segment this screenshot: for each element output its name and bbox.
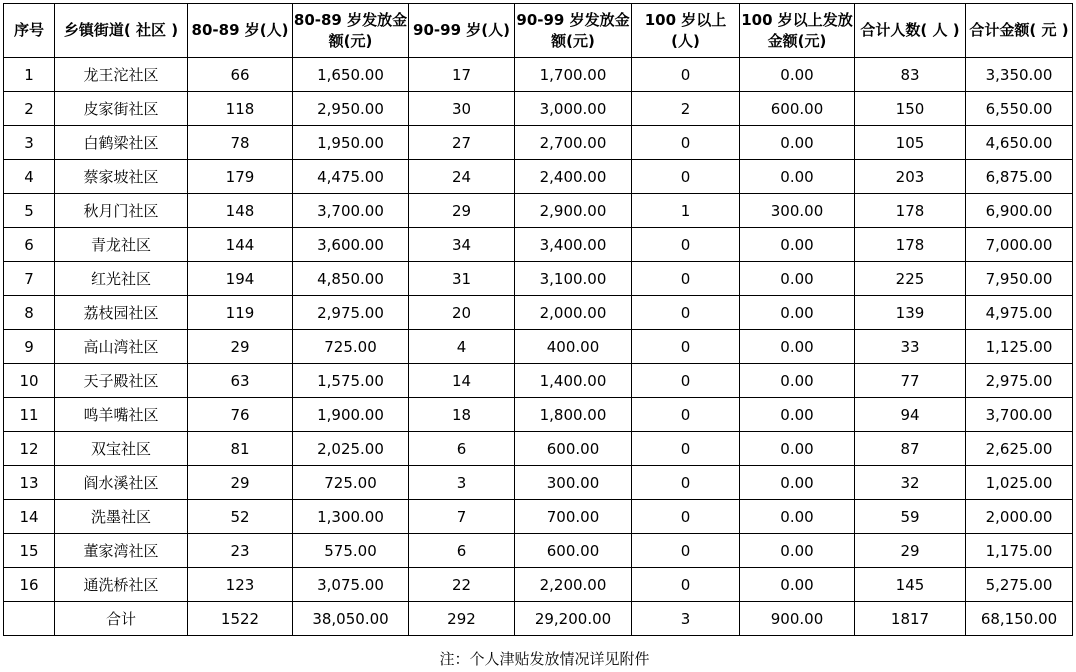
header-community: 乡镇街道( 社区 ): [55, 4, 188, 58]
subsidy-table: [3, 3, 1073, 636]
cell-age80-count: 52: [188, 500, 293, 534]
table-row: [4, 534, 1073, 568]
cell-total-amount: 1,175.00: [966, 534, 1073, 568]
cell-age80-amount: 1,575.00: [293, 364, 409, 398]
cell-age80-amount: 38,050.00: [293, 602, 409, 636]
cell-community: 董家湾社区: [55, 534, 188, 568]
cell-age90-amount: 700.00: [515, 500, 632, 534]
cell-age90-amount: 2,700.00: [515, 126, 632, 160]
cell-total-amount: 1,125.00: [966, 330, 1073, 364]
cell-age90-count: 4: [409, 330, 515, 364]
cell-age90-count: 27: [409, 126, 515, 160]
header-age90-count: 90-99 岁(人): [409, 4, 515, 58]
cell-age100-count: 0: [632, 398, 740, 432]
header-age90-amount: 90-99 岁发放金额(元): [515, 4, 632, 58]
cell-age90-count: 22: [409, 568, 515, 602]
cell-age90-count: 292: [409, 602, 515, 636]
cell-age100-count: 0: [632, 126, 740, 160]
cell-age80-count: 118: [188, 92, 293, 126]
table-row: [4, 58, 1073, 92]
cell-age100-amount: 0.00: [740, 58, 855, 92]
cell-total-amount: 1,025.00: [966, 466, 1073, 500]
table-row: [4, 194, 1073, 228]
table-row: [4, 398, 1073, 432]
cell-age100-count: 0: [632, 568, 740, 602]
cell-index: 13: [4, 466, 55, 500]
cell-index: 15: [4, 534, 55, 568]
cell-age80-count: 29: [188, 330, 293, 364]
cell-index: 10: [4, 364, 55, 398]
cell-community: 秋月门社区: [55, 194, 188, 228]
cell-total-count: 59: [855, 500, 966, 534]
cell-age90-amount: 2,200.00: [515, 568, 632, 602]
cell-age100-count: 0: [632, 466, 740, 500]
table-row: [4, 364, 1073, 398]
cell-age90-count: 24: [409, 160, 515, 194]
cell-age100-count: 3: [632, 602, 740, 636]
cell-index: 6: [4, 228, 55, 262]
cell-age80-amount: 2,975.00: [293, 296, 409, 330]
cell-total-count: 1817: [855, 602, 966, 636]
cell-age90-count: 18: [409, 398, 515, 432]
cell-age90-amount: 600.00: [515, 534, 632, 568]
cell-total-amount: 6,875.00: [966, 160, 1073, 194]
cell-total-count: 178: [855, 228, 966, 262]
cell-age90-amount: 600.00: [515, 432, 632, 466]
cell-age80-amount: 725.00: [293, 330, 409, 364]
cell-total-count: 77: [855, 364, 966, 398]
cell-total-count: 33: [855, 330, 966, 364]
cell-age90-count: 29: [409, 194, 515, 228]
cell-age80-count: 179: [188, 160, 293, 194]
cell-age90-amount: 3,400.00: [515, 228, 632, 262]
cell-index: 1: [4, 58, 55, 92]
cell-age100-amount: 0.00: [740, 364, 855, 398]
cell-total-count: 150: [855, 92, 966, 126]
table-row: [4, 568, 1073, 602]
cell-age100-amount: 0.00: [740, 330, 855, 364]
cell-age100-amount: 0.00: [740, 126, 855, 160]
cell-age80-count: 119: [188, 296, 293, 330]
header-total-count: 合计人数( 人 ): [855, 4, 966, 58]
cell-age80-count: 78: [188, 126, 293, 160]
cell-age100-amount: 900.00: [740, 602, 855, 636]
cell-total-count: 178: [855, 194, 966, 228]
cell-age90-amount: 3,100.00: [515, 262, 632, 296]
cell-community: 鸣羊嘴社区: [55, 398, 188, 432]
cell-age80-amount: 1,950.00: [293, 126, 409, 160]
cell-age90-amount: 2,900.00: [515, 194, 632, 228]
cell-age80-count: 194: [188, 262, 293, 296]
cell-age80-amount: 4,850.00: [293, 262, 409, 296]
cell-total-amount: 4,975.00: [966, 296, 1073, 330]
cell-total-amount: 7,950.00: [966, 262, 1073, 296]
cell-community: 荔枝园社区: [55, 296, 188, 330]
cell-age80-count: 23: [188, 534, 293, 568]
cell-total-count: 29: [855, 534, 966, 568]
cell-age100-amount: 0.00: [740, 466, 855, 500]
cell-index: [4, 602, 55, 636]
cell-age80-count: 144: [188, 228, 293, 262]
cell-age100-amount: 0.00: [740, 160, 855, 194]
cell-age100-amount: 0.00: [740, 432, 855, 466]
cell-age100-count: 0: [632, 296, 740, 330]
cell-age90-amount: 400.00: [515, 330, 632, 364]
cell-community: 合计: [55, 602, 188, 636]
cell-index: 9: [4, 330, 55, 364]
cell-age90-count: 3: [409, 466, 515, 500]
cell-age90-count: 14: [409, 364, 515, 398]
cell-total-amount: 6,900.00: [966, 194, 1073, 228]
cell-total-amount: 3,350.00: [966, 58, 1073, 92]
cell-age80-count: 66: [188, 58, 293, 92]
cell-age100-count: 0: [632, 58, 740, 92]
cell-age80-count: 1522: [188, 602, 293, 636]
cell-age80-amount: 3,075.00: [293, 568, 409, 602]
table-row: [4, 466, 1073, 500]
cell-community: 通洗桥社区: [55, 568, 188, 602]
cell-age90-count: 17: [409, 58, 515, 92]
cell-age90-count: 30: [409, 92, 515, 126]
cell-community: 龙王沱社区: [55, 58, 188, 92]
cell-age90-amount: 300.00: [515, 466, 632, 500]
cell-community: 白鹤梁社区: [55, 126, 188, 160]
cell-age100-count: 0: [632, 160, 740, 194]
cell-index: 14: [4, 500, 55, 534]
table-row: [4, 160, 1073, 194]
cell-age90-count: 6: [409, 432, 515, 466]
header-age80-amount: 80-89 岁发放金额(元): [293, 4, 409, 58]
cell-age100-amount: 600.00: [740, 92, 855, 126]
cell-age100-amount: 0.00: [740, 296, 855, 330]
cell-total-count: 83: [855, 58, 966, 92]
cell-age90-amount: 1,400.00: [515, 364, 632, 398]
cell-age80-count: 63: [188, 364, 293, 398]
cell-total-amount: 2,000.00: [966, 500, 1073, 534]
cell-total-count: 105: [855, 126, 966, 160]
cell-total-amount: 2,625.00: [966, 432, 1073, 466]
cell-total-amount: 68,150.00: [966, 602, 1073, 636]
cell-index: 5: [4, 194, 55, 228]
cell-index: 11: [4, 398, 55, 432]
cell-community: 高山湾社区: [55, 330, 188, 364]
cell-total-amount: 7,000.00: [966, 228, 1073, 262]
table-row: [4, 126, 1073, 160]
header-age100-amount: 100 岁以上发放金额(元): [740, 4, 855, 58]
cell-age100-amount: 0.00: [740, 262, 855, 296]
table-row: [4, 500, 1073, 534]
table-row: [4, 92, 1073, 126]
cell-age90-amount: 1,700.00: [515, 58, 632, 92]
cell-total-count: 145: [855, 568, 966, 602]
cell-community: 红光社区: [55, 262, 188, 296]
cell-age100-count: 0: [632, 262, 740, 296]
cell-community: 蔡家坡社区: [55, 160, 188, 194]
table-row: [4, 330, 1073, 364]
header-row: [4, 4, 1073, 58]
header-age80-count: 80-89 岁(人): [188, 4, 293, 58]
cell-age100-count: 0: [632, 228, 740, 262]
cell-total-count: 139: [855, 296, 966, 330]
cell-index: 16: [4, 568, 55, 602]
cell-age100-amount: 0.00: [740, 228, 855, 262]
cell-age90-count: 6: [409, 534, 515, 568]
cell-age90-count: 31: [409, 262, 515, 296]
footnote: 注：个人津贴发放情况详见附件: [439, 650, 650, 668]
cell-age80-amount: 1,300.00: [293, 500, 409, 534]
cell-age100-amount: 0.00: [740, 568, 855, 602]
cell-index: 12: [4, 432, 55, 466]
cell-age90-amount: 2,000.00: [515, 296, 632, 330]
cell-index: 8: [4, 296, 55, 330]
cell-age80-count: 76: [188, 398, 293, 432]
cell-total-amount: 4,650.00: [966, 126, 1073, 160]
cell-age90-amount: 29,200.00: [515, 602, 632, 636]
cell-total-count: 32: [855, 466, 966, 500]
cell-age90-count: 7: [409, 500, 515, 534]
header-total-amount: 合计金额( 元 ): [966, 4, 1073, 58]
cell-age100-count: 0: [632, 330, 740, 364]
cell-age80-amount: 3,700.00: [293, 194, 409, 228]
cell-age80-count: 123: [188, 568, 293, 602]
cell-index: 7: [4, 262, 55, 296]
cell-age100-amount: 0.00: [740, 398, 855, 432]
cell-age100-count: 2: [632, 92, 740, 126]
cell-age90-amount: 3,000.00: [515, 92, 632, 126]
cell-age100-amount: 0.00: [740, 534, 855, 568]
cell-community: 青龙社区: [55, 228, 188, 262]
cell-total-amount: 2,975.00: [966, 364, 1073, 398]
cell-community: 洗墨社区: [55, 500, 188, 534]
cell-total-count: 225: [855, 262, 966, 296]
header-age100-count: 100 岁以上 (人): [632, 4, 740, 58]
cell-age100-count: 0: [632, 534, 740, 568]
cell-age100-count: 0: [632, 364, 740, 398]
cell-age90-amount: 2,400.00: [515, 160, 632, 194]
table-row: [4, 228, 1073, 262]
cell-total-amount: 5,275.00: [966, 568, 1073, 602]
total-row: [4, 602, 1073, 636]
cell-total-amount: 6,550.00: [966, 92, 1073, 126]
cell-age80-count: 81: [188, 432, 293, 466]
cell-age100-count: 0: [632, 500, 740, 534]
cell-age100-amount: 0.00: [740, 500, 855, 534]
cell-community: 双宝社区: [55, 432, 188, 466]
cell-community: 天子殿社区: [55, 364, 188, 398]
cell-age100-count: 1: [632, 194, 740, 228]
cell-age80-amount: 2,025.00: [293, 432, 409, 466]
cell-age80-count: 148: [188, 194, 293, 228]
cell-age100-amount: 300.00: [740, 194, 855, 228]
table-row: [4, 296, 1073, 330]
cell-age80-amount: 4,475.00: [293, 160, 409, 194]
table-row: [4, 262, 1073, 296]
cell-total-count: 87: [855, 432, 966, 466]
cell-age80-count: 29: [188, 466, 293, 500]
cell-total-count: 203: [855, 160, 966, 194]
cell-age90-amount: 1,800.00: [515, 398, 632, 432]
cell-community: 皮家街社区: [55, 92, 188, 126]
cell-age80-amount: 575.00: [293, 534, 409, 568]
cell-community: 阎水溪社区: [55, 466, 188, 500]
cell-age90-count: 20: [409, 296, 515, 330]
cell-age80-amount: 1,650.00: [293, 58, 409, 92]
table-row: [4, 432, 1073, 466]
cell-index: 4: [4, 160, 55, 194]
cell-age80-amount: 725.00: [293, 466, 409, 500]
cell-age80-amount: 1,900.00: [293, 398, 409, 432]
cell-index: 2: [4, 92, 55, 126]
cell-total-count: 94: [855, 398, 966, 432]
cell-age90-count: 34: [409, 228, 515, 262]
cell-index: 3: [4, 126, 55, 160]
header-index: 序号: [4, 4, 55, 58]
cell-age80-amount: 2,950.00: [293, 92, 409, 126]
cell-age80-amount: 3,600.00: [293, 228, 409, 262]
cell-age100-count: 0: [632, 432, 740, 466]
cell-total-amount: 3,700.00: [966, 398, 1073, 432]
